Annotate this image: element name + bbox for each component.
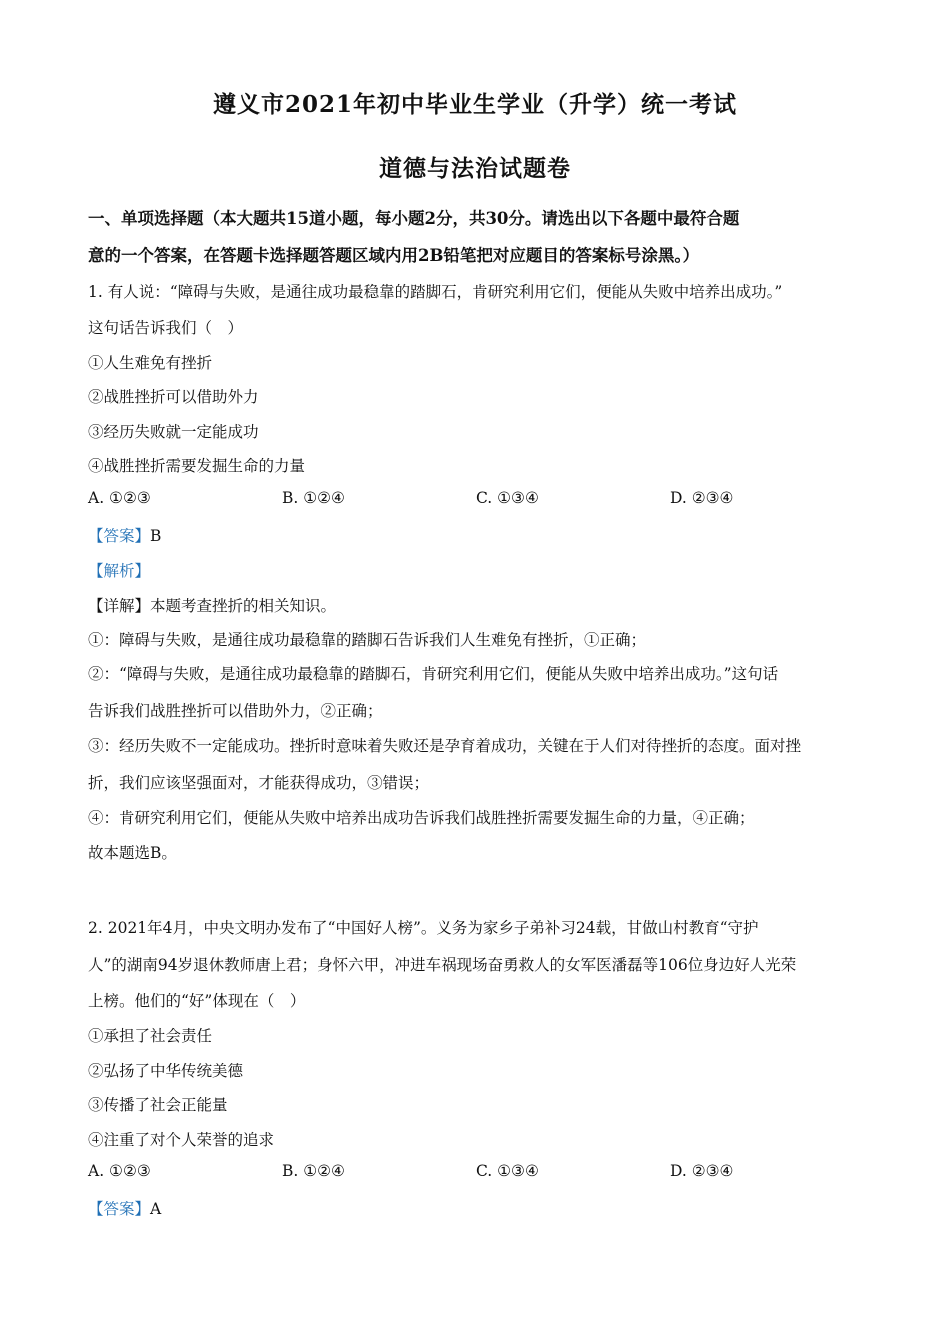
q1-explanation-4: ④：肯研究利用它们，便能从失败中培养出成功告诉我们战胜挫折需要发掘生命的力量，④正确； (88, 809, 755, 827)
q1-item-1: ①人生难免有挫折 (88, 354, 213, 372)
q1-option-b: B. ①②④ (282, 489, 345, 507)
q1-stem-line-2: 这句话告诉我们（ ） (88, 319, 244, 337)
q1-explanation-2a: ②：“障碍与失败，是通往成功最稳靠的踏脚石，肯研究利用它们，便能从失败中培养出成功。”这句话 (88, 665, 779, 683)
q1-conclusion: 故本题选B。 (88, 844, 177, 862)
q2-option-b: B. ①②④ (282, 1162, 345, 1180)
q1-option-d: D. ②③④ (670, 489, 734, 507)
q2-item-2: ②弘扬了中华传统美德 (88, 1062, 244, 1080)
q2-item-1: ①承担了社会责任 (88, 1027, 213, 1045)
q1-explanation-3a: ③：经历失败不一定能成功。挫折时意味着失败还是孕育着成功，关键在于人们对待挫折的态度。面对挫 (88, 737, 802, 755)
exam-title: 遵义市2021年初中毕业生学业（升学）统一考试 (212, 91, 737, 118)
section-heading-line-2: 意的一个答案，在答题卡选择题答题区域内用2B铅笔把对应题目的答案标号涂黑。） (88, 246, 700, 265)
q2-option-c: C. ①③④ (476, 1162, 539, 1180)
q1-analysis-tag: 【解析】 (88, 562, 151, 580)
q1-explanation-2b: 告诉我们战胜挫折可以借助外力，②正确； (88, 702, 383, 720)
answer-value: A (150, 1200, 162, 1218)
q1-stem-line-1: 1. 有人说：“障碍与失败，是通往成功最稳靠的踏脚石，肯研究利用它们，便能从失败中培养出成功。” (88, 283, 783, 301)
detail-tag: 【详解】 (88, 597, 151, 615)
q2-option-a: A. ①②③ (88, 1162, 151, 1180)
q1-option-c: C. ①③④ (476, 489, 539, 507)
q2-item-3: ③传播了社会正能量 (88, 1096, 228, 1114)
q1-item-3: ③经历失败就一定能成功 (88, 423, 259, 441)
q1-item-2: ②战胜挫折可以借助外力 (88, 388, 259, 406)
q1-detail (88, 594, 336, 616)
q2-item-4: ④注重了对个人荣誉的追求 (88, 1131, 275, 1149)
q1-explanation-1: ①：障碍与失败，是通往成功最稳靠的踏脚石告诉我们人生难免有挫折，①正确； (88, 631, 647, 649)
exam-subtitle: 道德与法治试题卷 (379, 155, 571, 182)
q2-stem-line-2: 人”的湖南94岁退休教师唐上君；身怀六甲，冲进车祸现场奋勇救人的女军医潘磊等106位身边好人光荣 (88, 956, 797, 974)
q1-item-4: ④战胜挫折需要发掘生命的力量 (88, 457, 306, 475)
answer-tag: 【答案】 (88, 527, 151, 545)
answer-value: B (150, 527, 162, 545)
section-heading-line-1: 一、单项选择题（本大题共15道小题，每小题2分，共30分。请选出以下各题中最符合题 (88, 209, 740, 228)
q2-stem-line-3: 上榜。他们的“好”体现在（ ） (88, 992, 306, 1010)
q1-explanation-3b: 折，我们应该坚强面对，才能获得成功，③错误； (88, 774, 430, 792)
q1-answer (88, 524, 161, 546)
q1-option-a: A. ①②③ (88, 489, 151, 507)
detail-text: 本题考查挫折的相关知识。 (150, 597, 337, 615)
q2-option-d: D. ②③④ (670, 1162, 734, 1180)
q2-answer (88, 1197, 161, 1219)
answer-tag: 【答案】 (88, 1200, 151, 1218)
q2-stem-line-1: 2. 2021年4月，中央文明办发布了“中国好人榜”。义务为家乡子弟补习24载，甘做山村教育“守护 (88, 919, 759, 937)
